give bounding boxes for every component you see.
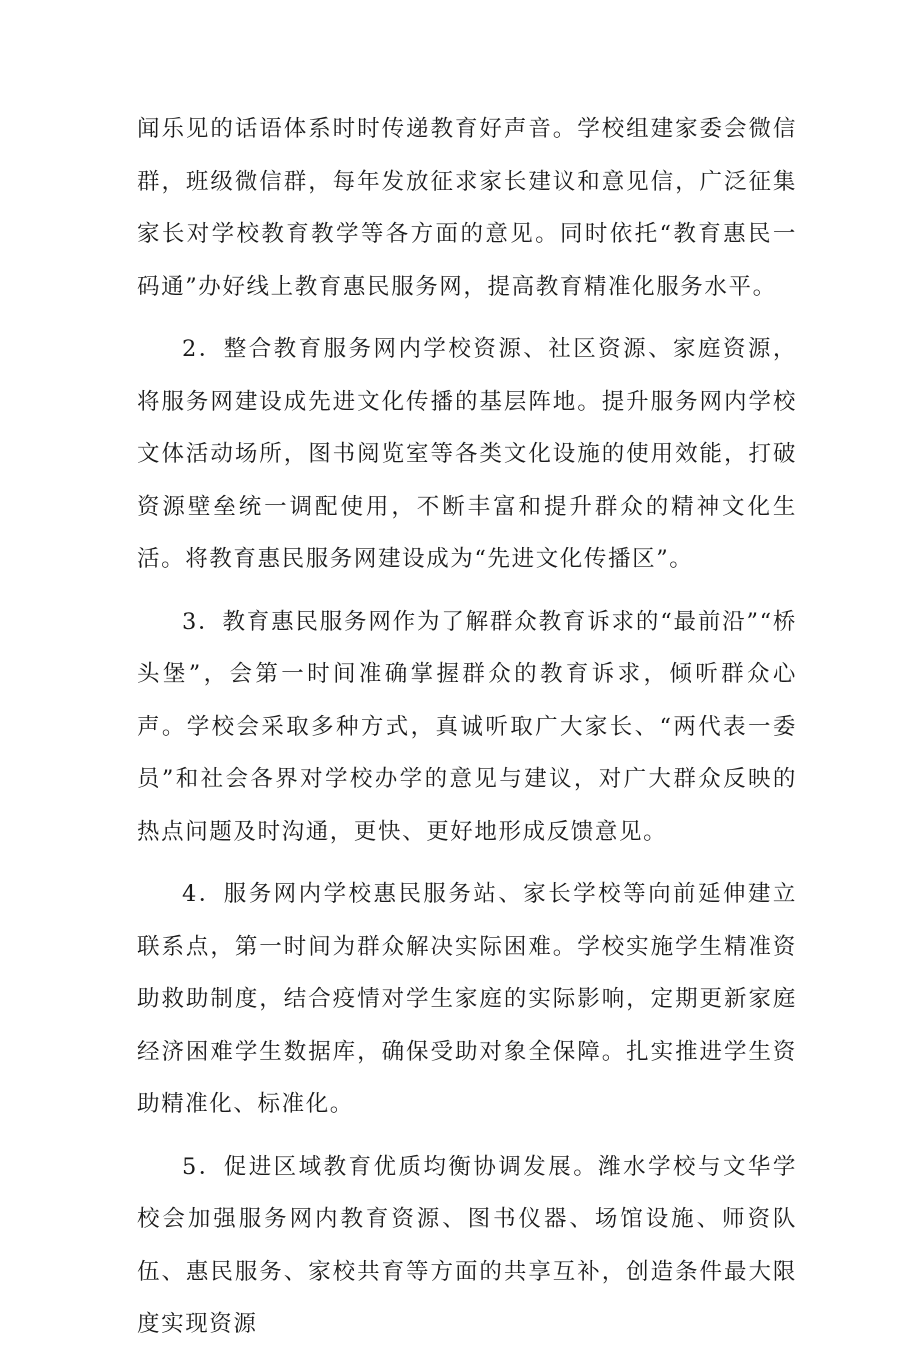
document-body xyxy=(137,103,797,1351)
paragraph-continuation: 闻乐见的话语体系时时传递教育好声音。学校组建家委会微信群，班级微信群，每年发放征求家长建议和意见信，广泛征集家长对学校教育教学等各方面的意见。同时依托“教育惠民一码通”办好线上教育惠民服务网，提高教育精准化服务水平。 xyxy=(137,116,797,300)
paragraph-item-3: 3．教育惠民服务网作为了解群众教育诉求的“最前沿”“桥头堡”，会第一时间准确掌握群众的教育诉求，倾听群众心声。学校会采取多种方式，真诚听取广大家长、“两代表一委员”和社会各界对学校办学的意见与建议，对广大群众反映的热点问题及时沟通，更快、更好地形成反馈意见。 xyxy=(137,608,797,845)
paragraph-item-2: 2．整合教育服务网内学校资源、社区资源、家庭资源，将服务网建设成先进文化传播的基层阵地。提升服务网内学校文体活动场所，图书阅览室等各类文化设施的使用效能，打破资源壁垒统一调配使用，不断丰富和提升群众的精神文化生活。将教育惠民服务网建设成为“先进文化传播区”。 xyxy=(137,336,797,572)
paragraph-item-5: 5．促进区域教育优质均衡协调发展。潍水学校与文华学校会加强服务网内教育资源、图书仪器、场馆设施、师资队伍、惠民服务、家校共育等方面的共享互补，创造条件最大限度实现资源 xyxy=(137,1153,797,1337)
paragraph-item-4: 4．服务网内学校惠民服务站、家长学校等向前延伸建立联系点，第一时间为群众解决实际困难。学校实施学生精准资助救助制度，结合疫情对学生家庭的实际影响，定期更新家庭经济困难学生数据库，确保受助对象全保障。扎实推进学生资助精准化、标准化。 xyxy=(137,881,797,1117)
